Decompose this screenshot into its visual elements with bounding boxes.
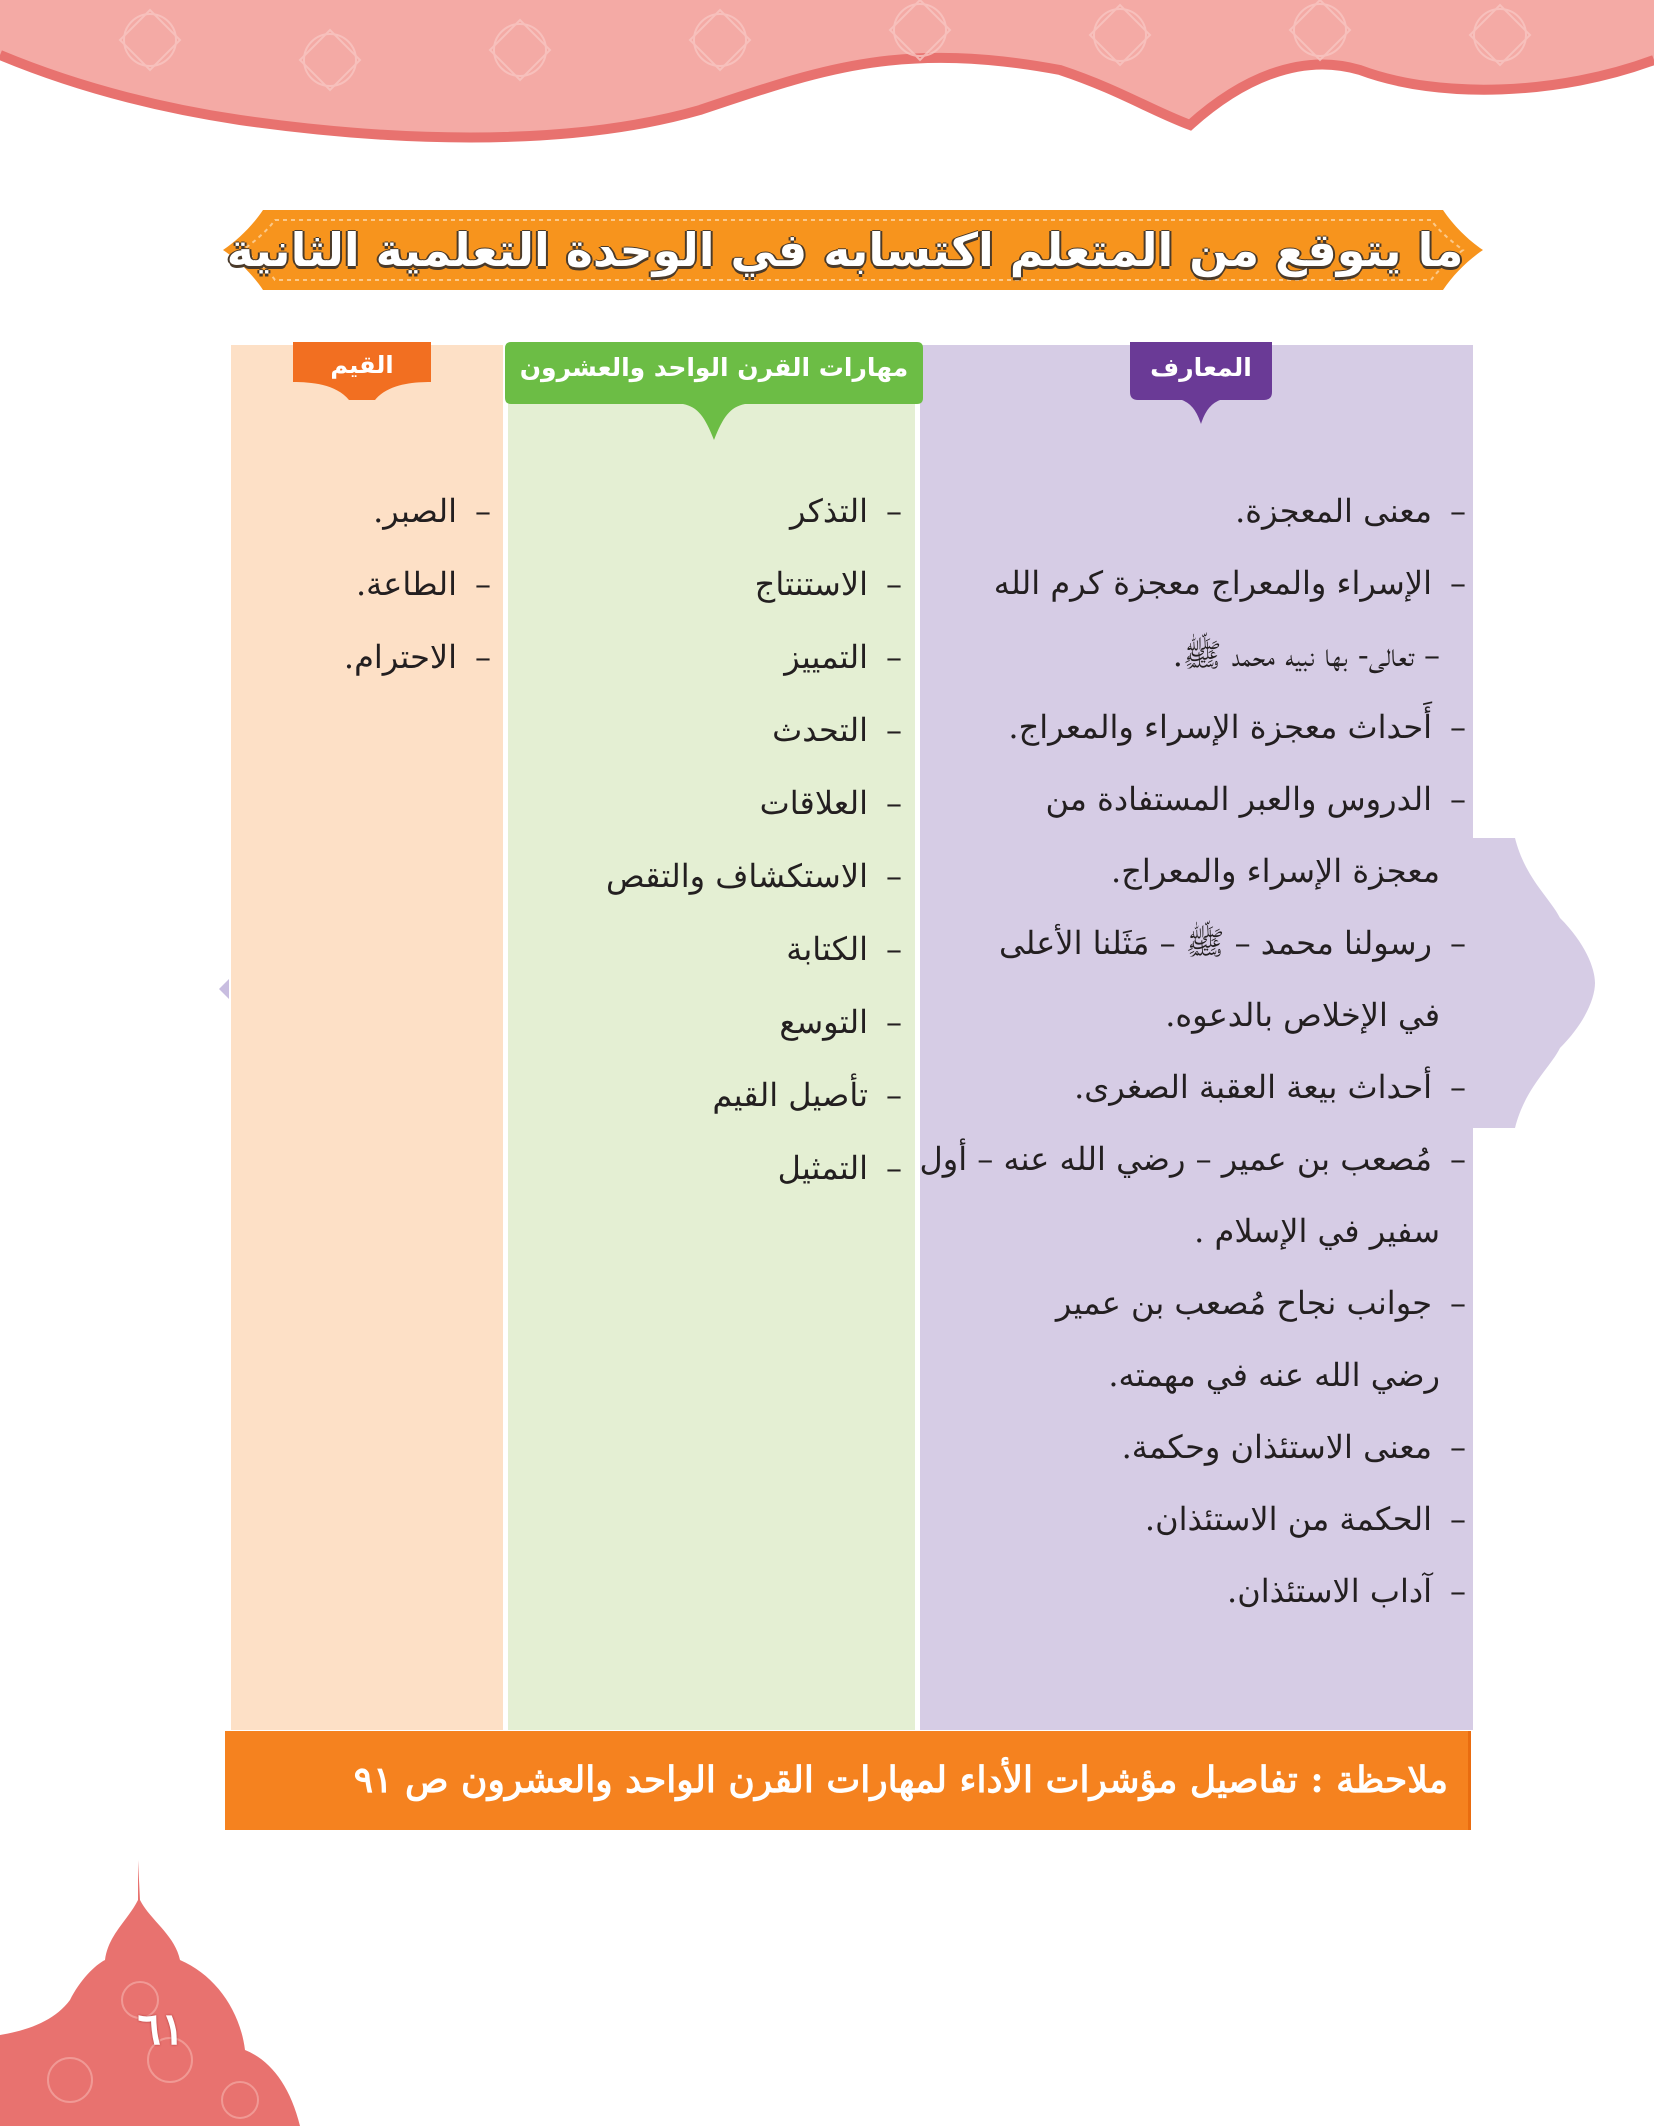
left-arrow-marker [219, 979, 229, 999]
skills-header: مهارات القرن الواحد والعشرون [505, 342, 923, 440]
list-item: – معنى المعجزة. [926, 475, 1466, 547]
list-item-continuation: رضي الله عنه في مهمته. [1108, 1356, 1440, 1394]
list-item: – الكتابة [522, 913, 902, 986]
list-item: – الاستنتاج [522, 548, 902, 621]
values-header: القيم [293, 342, 431, 400]
list-item: – الحكمة من الاستئذان. [926, 1483, 1466, 1555]
list-item: – التحدث [522, 694, 902, 767]
list-item: – أحداث بيعة العقبة الصغرى. [926, 1051, 1466, 1123]
list-item: – الطاعة. [231, 548, 491, 621]
list-item-continuation: في الإخلاص بالدعوه. [1165, 996, 1440, 1034]
list-item-continuation: سفير في الإسلام . [1194, 1212, 1440, 1250]
list-item: – التمييز [522, 621, 902, 694]
list-item: – الإسراء والمعراج معجزة كرم الله [926, 547, 1466, 619]
list-item: – الدروس والعبر المستفادة من [926, 763, 1466, 835]
skills-list [522, 475, 902, 1205]
top-wave-decoration [0, 0, 1654, 170]
list-item: – مُصعب بن عمير – رضي الله عنه – أول [926, 1123, 1466, 1195]
side-tab-decoration [1465, 838, 1595, 1128]
list-item: – التذكر [522, 475, 902, 548]
list-item: – معنى الاستئذان وحكمة. [926, 1411, 1466, 1483]
page-title: ما يتوقع من المتعلم اكتسابه في الوحدة التعلمية الثانية [226, 223, 1464, 277]
list-item: – آداب الاستئذان. [926, 1555, 1466, 1627]
list-item: – أَحداث معجزة الإسراء والمعراج. [926, 691, 1466, 763]
knowledge-header: المعارف [1130, 342, 1272, 424]
list-item: – التمثيل [522, 1132, 902, 1205]
list-item: – التوسع [522, 986, 902, 1059]
mosque-dome-decoration [0, 1860, 300, 2126]
list-item-continuation: معجزة الإسراء والمعراج. [1111, 852, 1440, 890]
list-item: – الصبر. [231, 475, 491, 548]
note-bar: ملاحظة : تفاصيل مؤشرات الأداء لمهارات القرن الواحد والعشرون ص ٩١ [225, 1731, 1471, 1830]
list-item: – الاستكشاف والتقص [522, 840, 902, 913]
page-number: ٦١ [137, 2004, 185, 2055]
list-item: – جوانب نجاح مُصعب بن عمير [926, 1267, 1466, 1339]
knowledge-list [919, 475, 1466, 1627]
list-item: – الاحترام. [231, 621, 491, 694]
list-item: – تأصيل القيم [522, 1059, 902, 1132]
list-item: – العلاقات [522, 767, 902, 840]
list-item: – رسولنا محمد – ﷺ – مَثَلنا الأعلى [926, 907, 1466, 979]
list-item-continuation: – تعالى- بها نبيه محمد ﷺ. [1172, 636, 1440, 674]
values-list [231, 475, 491, 694]
